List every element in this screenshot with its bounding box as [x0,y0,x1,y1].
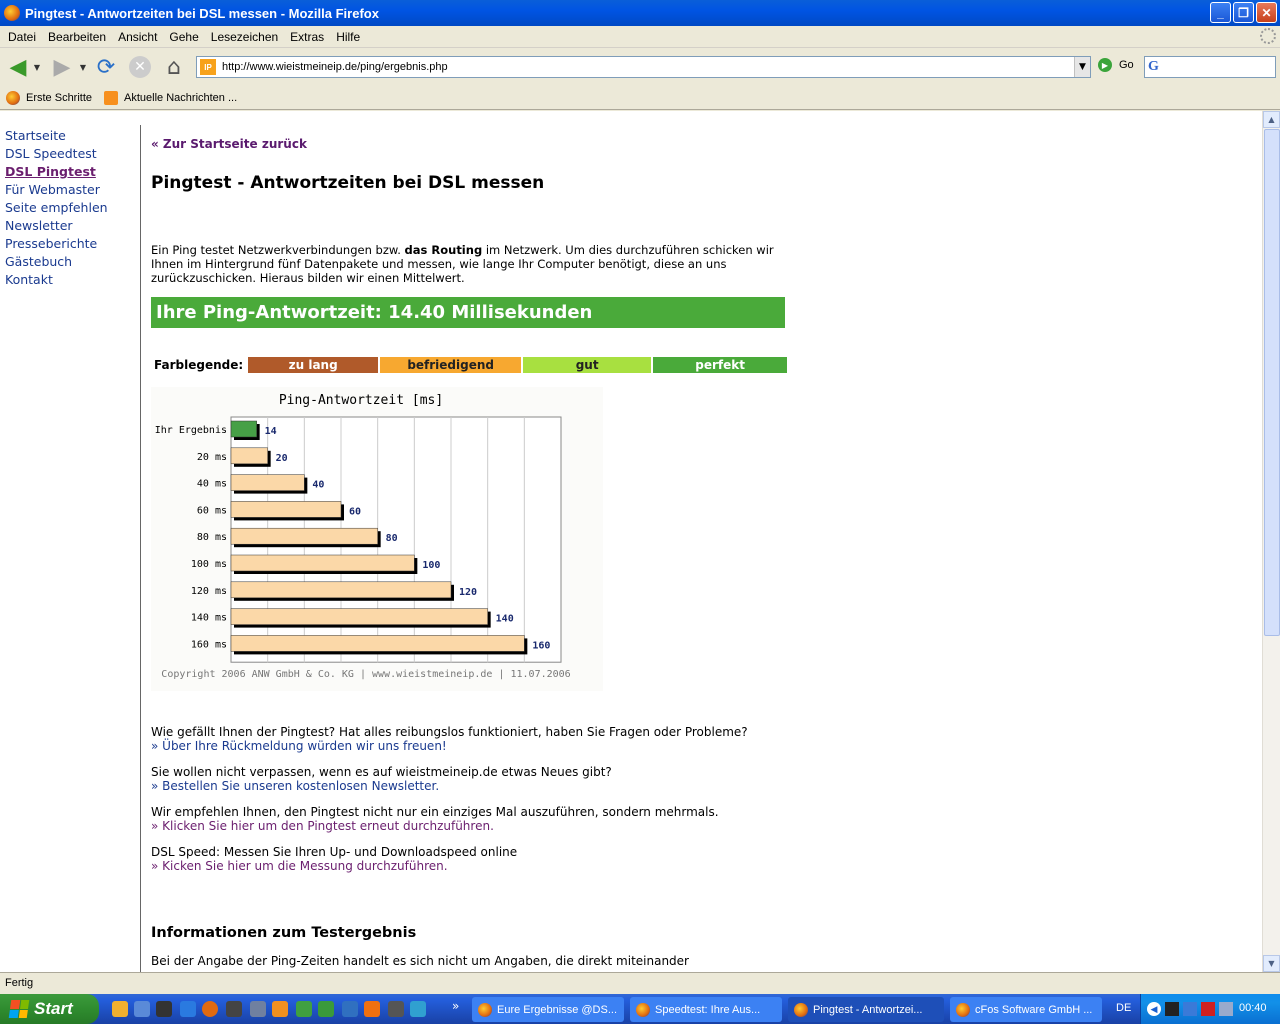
bookmarks-toolbar [0,86,1280,110]
task-button-1[interactable] [472,997,624,1022]
forward-dropdown-icon[interactable]: ▼ [79,62,87,72]
chart-category-label: 140 ms [190,612,227,624]
firefox-icon [4,5,20,21]
color-legend [154,357,787,373]
nav-dsl-speedtest[interactable]: DSL Speedtest [5,146,97,161]
go-button[interactable] [1098,58,1134,72]
quicklaunch-icon[interactable] [318,1001,334,1017]
tray-icon[interactable] [1201,1002,1215,1016]
window-title: Pingtest - Antwortzeiten bei DSL messen - Mozilla Firefox [25,5,379,21]
speedtest-link[interactable]: » Kicken Sie hier um die Messung durchzuführen. [151,859,448,873]
chart-copyright: Copyright 2006 ANW GmbH & Co. KG | www.wieistmeineip.de | 11.07.2006 [161,669,571,680]
chart-category-label: 120 ms [190,585,227,597]
windows-taskbar [0,994,1280,1024]
chart-value-label: 40 [312,479,325,491]
address-bar[interactable] [196,56,1091,78]
scroll-up-icon[interactable]: ▲ [1263,111,1280,128]
site-navigation [5,127,108,289]
home-icon[interactable]: ⌂ [167,54,181,80]
speed-section [151,845,517,873]
start-button[interactable] [0,994,99,1024]
intro-text-part: im Netzwerk. Um dies durchzuführen schicken wir Ihnen im Hintergrund fünf Datenpakete und messen, wie lange Ihr Computer benötigt, diese an uns zurückzuschicken. Hieraus bilden wir einen Mittelwert. [151,243,774,285]
scroll-down-icon[interactable]: ▼ [1263,955,1280,972]
quicklaunch-icon[interactable] [272,1001,288,1017]
throbber-icon [1260,28,1276,44]
page-title: Pingtest - Antwortzeiten bei DSL messen [151,173,545,193]
quicklaunch-icon[interactable] [202,1001,218,1017]
chart-category-label: 40 ms [196,478,227,490]
tray-expand-icon[interactable]: ◀ [1147,1002,1161,1016]
task-label: Pingtest - Antwortzei... [813,1003,923,1016]
tray-icon[interactable] [1183,1002,1197,1016]
system-tray [1140,994,1280,1024]
chart-title: Ping-Antwortzeit [ms] [278,393,444,408]
menu-ansicht[interactable]: Ansicht [118,29,158,44]
quicklaunch-icon[interactable] [388,1001,404,1017]
legend-zu-lang: zu lang [248,357,378,373]
chart-value-label: 120 [459,586,478,598]
page-content [0,111,1262,972]
task-button-3[interactable] [788,997,944,1022]
menu-bar [0,26,1280,48]
info-heading: Informationen zum Testergebnis [151,925,417,941]
chart-bar [231,501,341,517]
rss-feed-icon [104,91,118,105]
sidebar-divider [140,125,141,972]
chart-bar [231,421,257,437]
chart-value-label: 140 [495,613,514,625]
nav-startseite[interactable]: Startseite [5,128,66,143]
quicklaunch-icon[interactable] [156,1001,172,1017]
back-dropdown-icon[interactable]: ▼ [33,62,41,72]
task-button-2[interactable] [630,997,782,1022]
feedback-question: Wie gefällt Ihnen der Pingtest? Hat alles reibungslos funktioniert, haben Sie Fragen oder Probleme? [151,725,748,739]
nav-kontakt[interactable]: Kontakt [5,272,53,287]
chart-value-label: 100 [422,560,441,571]
site-favicon-icon: IP [200,59,216,75]
url-dropdown-icon[interactable]: ▼ [1074,57,1090,77]
newsletter-link[interactable]: » Bestellen Sie unseren kostenlosen Newsletter. [151,779,440,793]
quicklaunch-icon[interactable] [364,1001,380,1017]
ping-chart-svg [151,387,603,691]
quicklaunch-icon[interactable] [250,1001,266,1017]
intro-bold-text: das Routing [404,243,483,257]
quicklaunch-icon[interactable] [180,1001,196,1017]
chart-bar [231,448,268,464]
menu-hilfe[interactable]: Hilfe [336,29,361,44]
reload-icon[interactable]: ⟳ [96,54,116,80]
legend-befriedigend: befriedigend [380,357,521,373]
feedback-link[interactable]: » Über Ihre Rückmeldung würden wir uns freuen! [151,739,447,753]
menu-extras[interactable]: Extras [290,29,325,44]
menu-datei[interactable]: Datei [8,29,37,44]
maximize-button[interactable]: ❐ [1233,2,1254,23]
minimize-button[interactable]: _ [1210,2,1231,23]
firefox-icon [478,1003,492,1017]
quicklaunch-icon[interactable] [134,1001,150,1017]
chart-value-label: 60 [349,506,362,518]
nav-dsl-pingtest[interactable]: DSL Pingtest [5,164,96,179]
menu-bearbeiten[interactable]: Bearbeiten [48,29,107,44]
menu-gehe[interactable]: Gehe [169,29,199,44]
chart-value-label: 80 [385,533,398,545]
bookmark-aktuelle-nachrichten[interactable] [104,91,237,105]
chart-category-label: 20 ms [196,451,227,463]
task-button-4[interactable] [950,997,1102,1022]
firefox-icon [794,1003,808,1017]
task-label: Speedtest: Ihre Aus... [655,1003,761,1016]
clock[interactable]: 00:40 [1239,1002,1267,1014]
stop-icon[interactable]: ✕ [126,53,154,81]
chart-value-label: 14 [264,426,277,437]
ping-chart [151,387,603,691]
legend-label: Farblegende: [154,358,244,372]
chart-category-label: 60 ms [196,505,227,517]
nav-fuer-webmaster[interactable]: Für Webmaster [5,182,100,197]
firefox-icon [636,1003,650,1017]
network-icon[interactable] [1219,1002,1233,1016]
newsletter-section [151,765,612,793]
chart-value-label: 160 [532,640,551,652]
ping-result-banner: Ihre Ping-Antwortzeit: 14.40 Millisekunden [151,297,785,328]
repeat-section [151,805,719,833]
firefox-icon [6,91,20,105]
start-label: Start [34,999,73,1018]
close-button[interactable]: ✕ [1256,2,1277,23]
tray-icon[interactable] [1165,1002,1179,1016]
legend-gut: gut [523,357,651,373]
menu-lesezeichen[interactable]: Lesezeichen [210,29,279,44]
back-to-home-link[interactable]: « Zur Startseite zurück [151,137,307,151]
chart-value-label: 20 [275,452,288,464]
chart-bar [231,475,304,491]
chart-category-label: Ihr Ergebnis [154,425,227,436]
url-text[interactable]: http://www.wieistmeineip.de/ping/ergebnis.php [222,61,448,73]
quicklaunch-icon[interactable] [112,1001,128,1017]
newsletter-question: Sie wollen nicht verpassen, wenn es auf wieistmeineip.de etwas Neues gibt? [151,765,612,779]
chart-bar [231,635,524,651]
info-text: Bei der Angabe der Ping-Zeiten handelt es sich nicht um Angaben, die direkt miteinander [151,954,689,968]
vertical-scrollbar[interactable] [1262,111,1280,972]
nav-newsletter[interactable]: Newsletter [5,218,73,233]
chart-category-label: 80 ms [196,532,227,544]
chart-bar [231,528,378,544]
intro-text [151,243,785,285]
task-label: Eure Ergebnisse @DS... [497,1003,617,1016]
task-label: cFos Software GmbH ... [975,1003,1093,1016]
chart-bar [231,555,414,571]
status-bar: Fertig [0,972,1280,994]
chart-category-label: 100 ms [190,559,227,570]
chart-bar [231,582,451,598]
bookmark-label: Aktuelle Nachrichten ... [124,91,238,104]
speed-question: DSL Speed: Messen Sie Ihren Up- und Downloadspeed online [151,845,518,859]
chart-bar [231,609,488,625]
forward-arrow-icon[interactable]: ▶ [53,54,71,80]
go-arrow-icon: ▶ [1098,58,1112,72]
bookmark-label: Erste Schritte [26,91,93,104]
repeat-pingtest-link[interactable]: » Klicken Sie hier um den Pingtest erneut durchzuführen. [151,819,494,833]
quicklaunch-icon[interactable] [410,1001,426,1017]
repeat-question: Wir empfehlen Ihnen, den Pingtest nicht nur ein einziges Mal auszuführen, sondern mehrmals. [151,805,719,819]
bookmark-erste-schritte[interactable] [6,91,92,105]
intro-text-part: Ein Ping testet Netzwerkverbindungen bzw. [151,243,405,257]
legend-perfekt: perfekt [653,357,787,373]
google-search-icon[interactable]: G [1148,59,1159,74]
feedback-section [151,725,748,753]
quicklaunch-icon[interactable] [296,1001,312,1017]
quicklaunch-icon[interactable] [342,1001,358,1017]
back-arrow-icon[interactable]: ◀ [9,54,27,80]
firefox-icon [956,1003,970,1017]
scroll-thumb[interactable] [1264,129,1280,636]
chart-category-label: 160 ms [190,639,227,651]
windows-logo-icon [9,1000,30,1018]
quicklaunch-icon[interactable] [226,1001,242,1017]
quicklaunch-expand-icon[interactable]: » [452,999,460,1013]
nav-seite-empfehlen[interactable]: Seite empfehlen [5,200,108,215]
go-label: Go [1119,59,1134,71]
nav-presseberichte[interactable]: Presseberichte [5,236,98,251]
language-indicator[interactable]: DE [1116,1002,1132,1014]
nav-gaestebuch[interactable]: Gästebuch [5,254,73,269]
search-input[interactable] [1144,56,1276,78]
window-titlebar [0,0,1280,26]
